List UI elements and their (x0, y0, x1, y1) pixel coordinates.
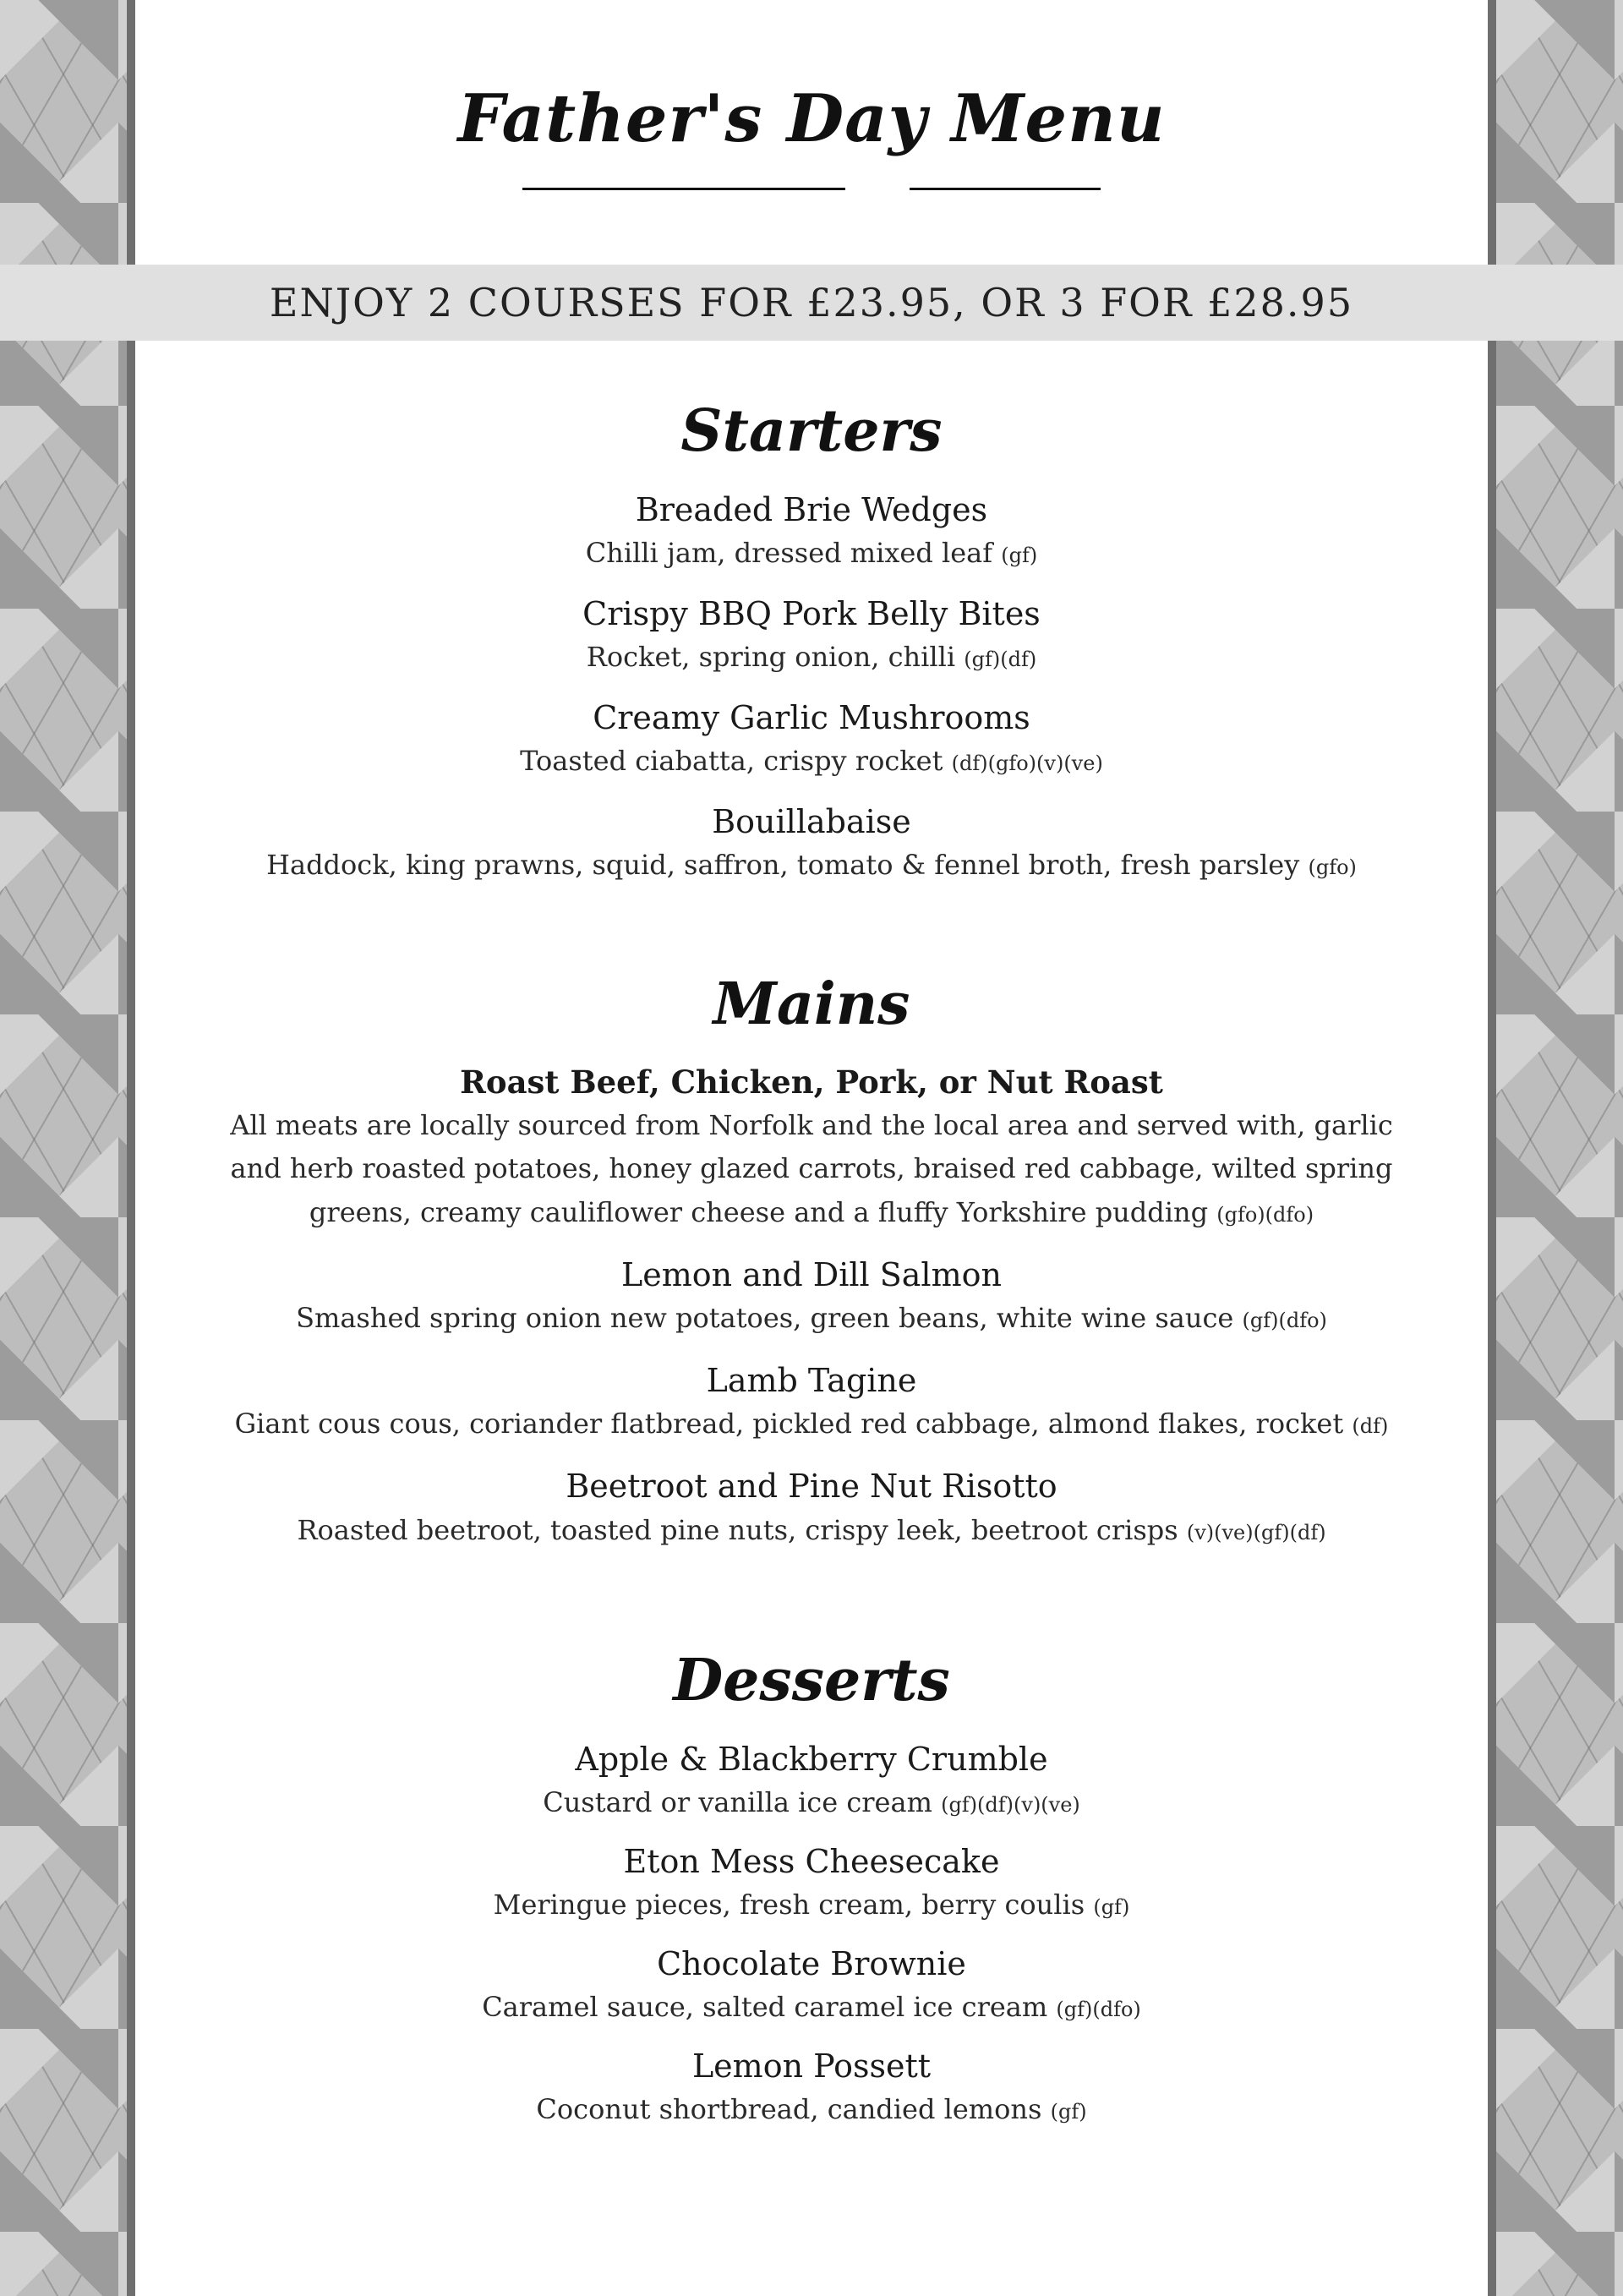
mains-section (135, 970, 1488, 1552)
dietary-tags: (df)(gfo)(v)(ve) (951, 752, 1103, 776)
item-name: Bouillabaise (712, 802, 911, 840)
dietary-tags: (gfo) (1308, 856, 1357, 880)
section-heading-starters: Starters (680, 397, 943, 465)
item-description: Toasted ciabatta, crispy rocket (520, 745, 943, 778)
price-banner: ENJOY 2 COURSES FOR £23.95, OR 3 FOR £28.95 (0, 265, 1623, 341)
menu-title: Father's Day Menu (457, 80, 1166, 157)
section-heading-desserts: Desserts (673, 1647, 950, 1714)
menu-item (135, 1359, 1488, 1446)
starters-section (135, 397, 1488, 888)
item-name: Breaded Brie Wedges (635, 490, 988, 528)
item-description: Smashed spring onion new potatoes, green beans, white wine sauce (296, 1302, 1234, 1335)
item-description: Custard or vanilla ice cream (543, 1785, 932, 1818)
item-name: Chocolate Brownie (657, 1944, 966, 1982)
item-description: Rocket, spring onion, chilli (586, 641, 956, 674)
item-name: Roast Beef, Chicken, Pork, or Nut Roast (460, 1063, 1163, 1101)
menu-item (135, 489, 1488, 576)
item-name: Crispy BBQ Pork Belly Bites (582, 594, 1041, 632)
title-underline-right (910, 188, 1101, 190)
menu-item (135, 1943, 1488, 2030)
dietary-tags: (v)(ve)(gf)(df) (1186, 1520, 1326, 1544)
menu-item (135, 1738, 1488, 1825)
dietary-tags: (gf)(df) (964, 648, 1037, 672)
item-name: Lemon and Dill Salmon (621, 1256, 1002, 1294)
item-description: Roasted beetroot, toasted pine nuts, crispy leek, beetroot crisps (297, 1513, 1178, 1546)
menu-item (135, 1840, 1488, 1927)
item-description: All meats are locally sourced from Norfolk and the local area and served with, garlic and herb roasted potatoes, honey glazed carrots, braised red cabbage, wilted spring greens, creamy cauliflower cheese and a fluffy Yorkshire pudding (230, 1108, 1393, 1229)
dietary-tags: (gf) (1050, 2100, 1087, 2124)
item-name: Apple & Blackberry Crumble (575, 1740, 1048, 1778)
argyle-side-panel-right (1488, 0, 1623, 2296)
item-name: Lamb Tagine (706, 1362, 917, 1400)
menu-item (135, 593, 1488, 680)
item-description: Chilli jam, dressed mixed leaf (585, 536, 993, 569)
dietary-tags: (gf) (1001, 543, 1038, 567)
menu-item (135, 1254, 1488, 1341)
dietary-tags: (gf)(dfo) (1056, 1998, 1141, 2022)
dietary-tags: (gf)(dfo) (1242, 1309, 1327, 1333)
item-name: Lemon Possett (691, 2047, 932, 2085)
item-description: Coconut shortbread, candied lemons (536, 2093, 1042, 2126)
item-description: Giant cous cous, coriander flatbread, pickled red cabbage, almond flakes, rocket (234, 1408, 1344, 1440)
menu-item (135, 697, 1488, 784)
dietary-tags: (gf)(df)(v)(ve) (941, 1792, 1080, 1817)
title-underline-left (522, 188, 845, 190)
item-name: Eton Mess Cheesecake (623, 1842, 1000, 1880)
argyle-side-panel-left (0, 0, 135, 2296)
section-heading-mains: Mains (713, 970, 910, 1038)
desserts-section (135, 1647, 1488, 2132)
item-name: Beetroot and Pine Nut Risotto (566, 1468, 1057, 1506)
menu-item (135, 1062, 1488, 1235)
menu-item (135, 1465, 1488, 1552)
item-description: Haddock, king prawns, squid, saffron, tomato & fennel broth, fresh parsley (266, 849, 1300, 882)
item-description: Caramel sauce, salted caramel ice cream (482, 1991, 1048, 2024)
dietary-tags: (gf) (1093, 1895, 1130, 1920)
menu-item (135, 801, 1488, 888)
item-name: Creamy Garlic Mushrooms (593, 698, 1030, 736)
menu-item (135, 2045, 1488, 2132)
item-description: Meringue pieces, fresh cream, berry coulis (493, 1889, 1085, 1922)
dietary-tags: (gfo)(dfo) (1216, 1203, 1314, 1227)
dietary-tags: (df) (1352, 1414, 1389, 1439)
